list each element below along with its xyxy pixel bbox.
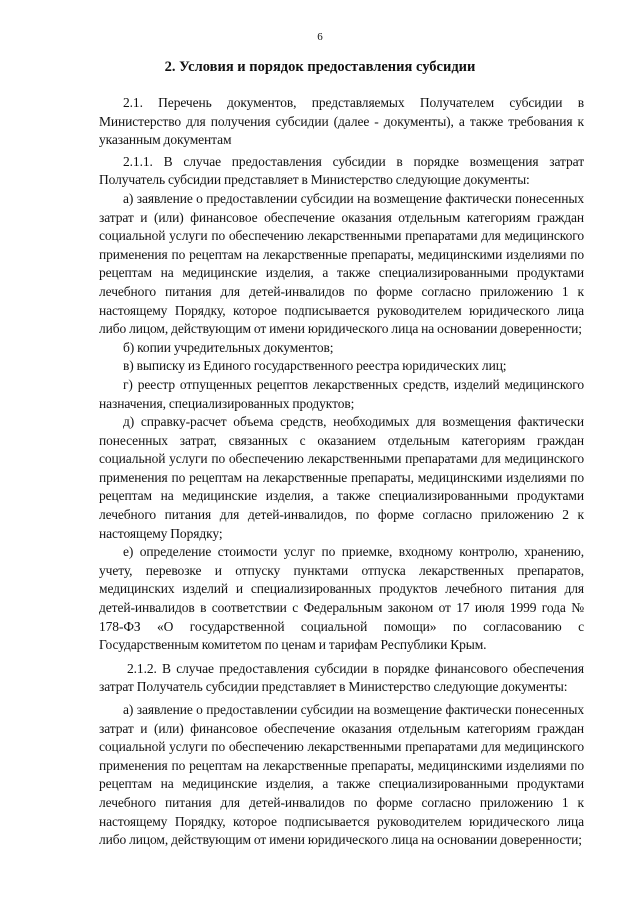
- list-item-d: д) справку-расчет объема средств, необходимых для возмещения фактически понесенных затрат, связанных с оказанием отдельным категориям граждан социальной услуги по обеспечению лекарственными препаратами для медицинского применения по рецептам на лекарственные препараты, медицинскими изделиями по рецептам на медицинские изделия, а также специализированными продуктами лечебного питания для детей-инвалидов, по форме согласно приложению 2 к настоящему Порядку;: [99, 414, 584, 541]
- section-title: 2. Условия и порядок предоставления субсидии: [164, 59, 476, 75]
- list-item-e: е) определение стоимости услуг по приемке, входному контролю, хранению, учету, перевозке и отпуску пунктами отпуска лекарственных препаратов, медицинских изделий и специализированных продуктов лечебного питания для детей-инвалидов в соответствии с Федеральным законом от 17 июля 1999 года № 178-ФЗ «О государственной социальной помощи» по согласованию с Государственным комитетом по ценам и тарифам Республики Крым.: [99, 544, 584, 653]
- paragraph-2-1: 2.1. Перечень документов, представляемых Получателем субсидии в Министерство для получения субсидии (далее - документы), а также требования к указанным документам: [99, 95, 584, 148]
- paragraph-2-1-1: 2.1.1. В случае предоставления субсидии в порядке возмещения затрат Получатель субсидии представляет в Министерство следующие документы:: [99, 153, 584, 188]
- document-body: [99, 94, 584, 850]
- list-item-a: а) заявление о предоставлении субсидии на возмещение фактически понесенных затрат и (или) финансовое обеспечение оказания отдельным категориям граждан социальной услуги по обеспечению лекарственными препаратами для медицинского применения по рецептам на лекарственные препараты, медицинскими изделиями по рецептам на медицинские изделия, а также специализированными продуктами лечебного питания для детей-инвалидов по форме согласно приложению 1 к настоящему Порядку, которое подписывается руководителем юридического лица либо лицом, действующим от имени юридического лица на основании доверенности;: [99, 190, 584, 337]
- list-item-g: г) реестр отпущенных рецептов лекарственных средств, изделий медицинского назначения, специализированных продуктов;: [99, 376, 584, 411]
- paragraph-2-1-2: 2.1.2. В случае предоставления субсидии в порядке финансового обеспечения затрат Получатель субсидии представляет в Министерство следующие документы:: [99, 660, 584, 695]
- list-item-v: в) выписку из Единого государственного реестра юридических лиц;: [123, 358, 507, 374]
- list-item-a-2: а) заявление о предоставлении субсидии на возмещение фактически понесенных затрат и (или) финансовое обеспечение оказания отдельным категориям граждан социальной услуги по обеспечению лекарственными препаратами для медицинского применения по рецептам на лекарственные препараты, медицинскими изделиями по рецептам на медицинские изделия, а также специализированными продуктами лечебного питания для детей-инвалидов по форме согласно приложению 1 к настоящему Порядку, которое подписывается руководителем юридического лица либо лицом, действующим от имени юридического лица на основании доверенности;: [99, 702, 584, 848]
- list-item-b: б) копии учредительных документов;: [123, 339, 334, 355]
- page-number: 6: [317, 31, 323, 43]
